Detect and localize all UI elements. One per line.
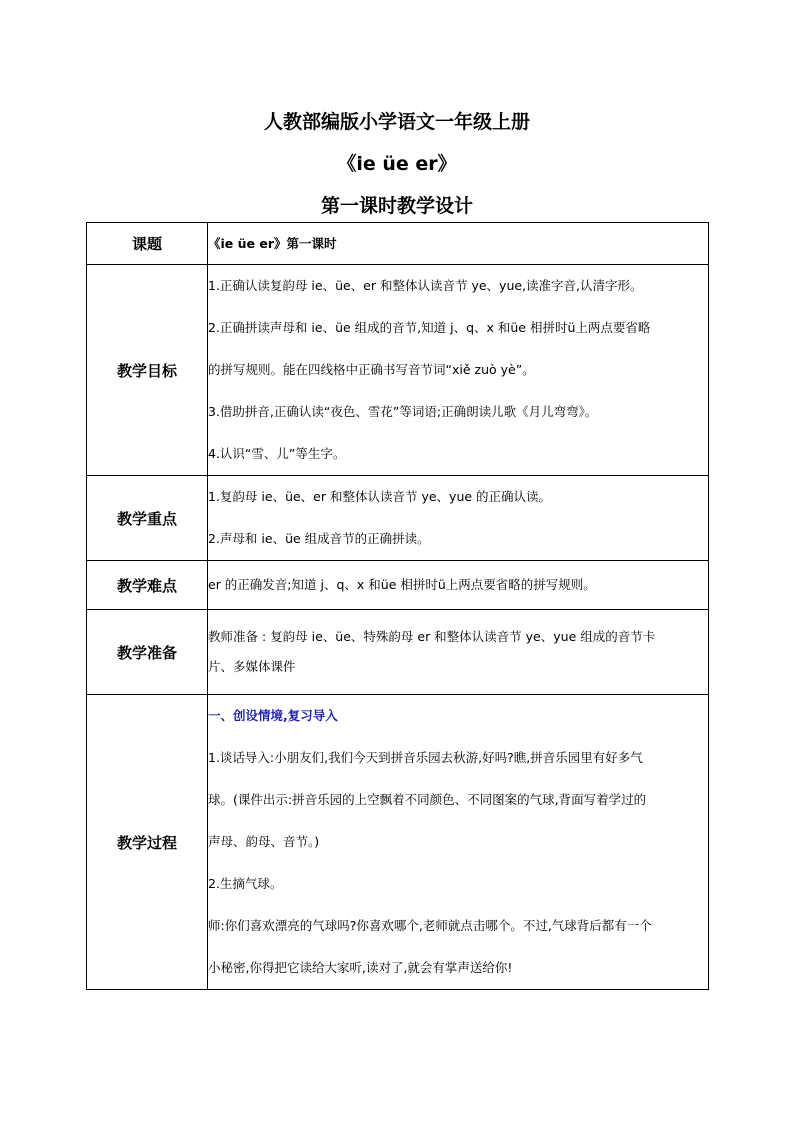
goal-line: 4.认识“雪、儿”等生字。 xyxy=(208,446,346,461)
goals-label: 教学目标 xyxy=(87,265,208,476)
process-line: 声母、韵母、音节。) xyxy=(208,834,320,849)
document-title: 人教部编版小学语文一年级上册 xyxy=(263,111,530,133)
row-process xyxy=(87,695,709,990)
key-label: 教学重点 xyxy=(87,476,208,561)
process-line: 球。(课件出示:拼音乐园的上空飘着不同颜色、不同图案的气球,背面写着学过的 xyxy=(208,792,647,807)
process-line: 师:你们喜欢漂亮的气球吗?你喜欢哪个,老师就点击哪个。不过,气球背后都有一个 xyxy=(208,918,652,933)
prep-line: 教师准备 : 复韵母 ie、üe、特殊韵母 er 和整体认读音节 ye、yue 组成的音节卡 xyxy=(208,629,656,644)
key-line: 2.声母和 ie、üe 组成音节的正确拼读。 xyxy=(208,531,430,546)
topic-label: 课题 xyxy=(87,223,208,265)
prep-content xyxy=(208,610,709,695)
prep-label: 教学准备 xyxy=(87,610,208,695)
goals-content xyxy=(208,265,709,476)
row-topic xyxy=(87,223,709,265)
row-key-points xyxy=(87,476,709,561)
row-goals xyxy=(87,265,709,476)
process-line: 小秘密,你得把它读给大家听,读对了,就会有掌声送给你! xyxy=(208,960,513,975)
goal-line: 1.正确认读复韵母 ie、üe、er 和整体认读音节 ye、yue,读准字音,认清字形。 xyxy=(208,278,643,293)
lesson-subtitle: 第一课时教学设计 xyxy=(320,195,473,217)
difficult-content: er 的正确发音;知道 j、q、x 和üe 相拼时ü上两点要省略的拼写规则。 xyxy=(208,561,709,610)
key-content xyxy=(208,476,709,561)
goal-line: 3.借助拼音,正确认读“夜色、雪花”等词语;正确朗读儿歌《月儿弯弯》。 xyxy=(208,404,598,419)
process-line: 2.生摘气球。 xyxy=(208,876,283,891)
lesson-plan-table xyxy=(86,222,709,990)
process-label: 教学过程 xyxy=(87,695,208,990)
lesson-title: 《ie üe er》 xyxy=(337,153,457,175)
key-line: 1.复韵母 ie、üe、er 和整体认读音节 ye、yue 的正确认读。 xyxy=(208,489,552,504)
difficult-label: 教学难点 xyxy=(87,561,208,610)
row-preparation xyxy=(87,610,709,695)
process-heading: 一、创设情境,复习导入 xyxy=(208,708,338,723)
goal-line: 2.正确拼读声母和 ie、üe 组成的音节,知道 j、q、x 和üe 相拼时ü上两点要省略 xyxy=(208,320,651,335)
prep-line: 片、多媒体课件 xyxy=(208,659,296,674)
process-line: 1.谈话导入:小朋友们,我们今天到拼音乐园去秋游,好吗?瞧,拼音乐园里有好多气 xyxy=(208,750,643,765)
topic-value: 《ie üe er》第一课时 xyxy=(208,223,709,265)
goal-line: 的拼写规则。能在四线格中正确书写音节词“xiě zuò yè”。 xyxy=(208,362,535,377)
row-difficulties xyxy=(87,561,709,610)
process-content xyxy=(208,695,709,990)
